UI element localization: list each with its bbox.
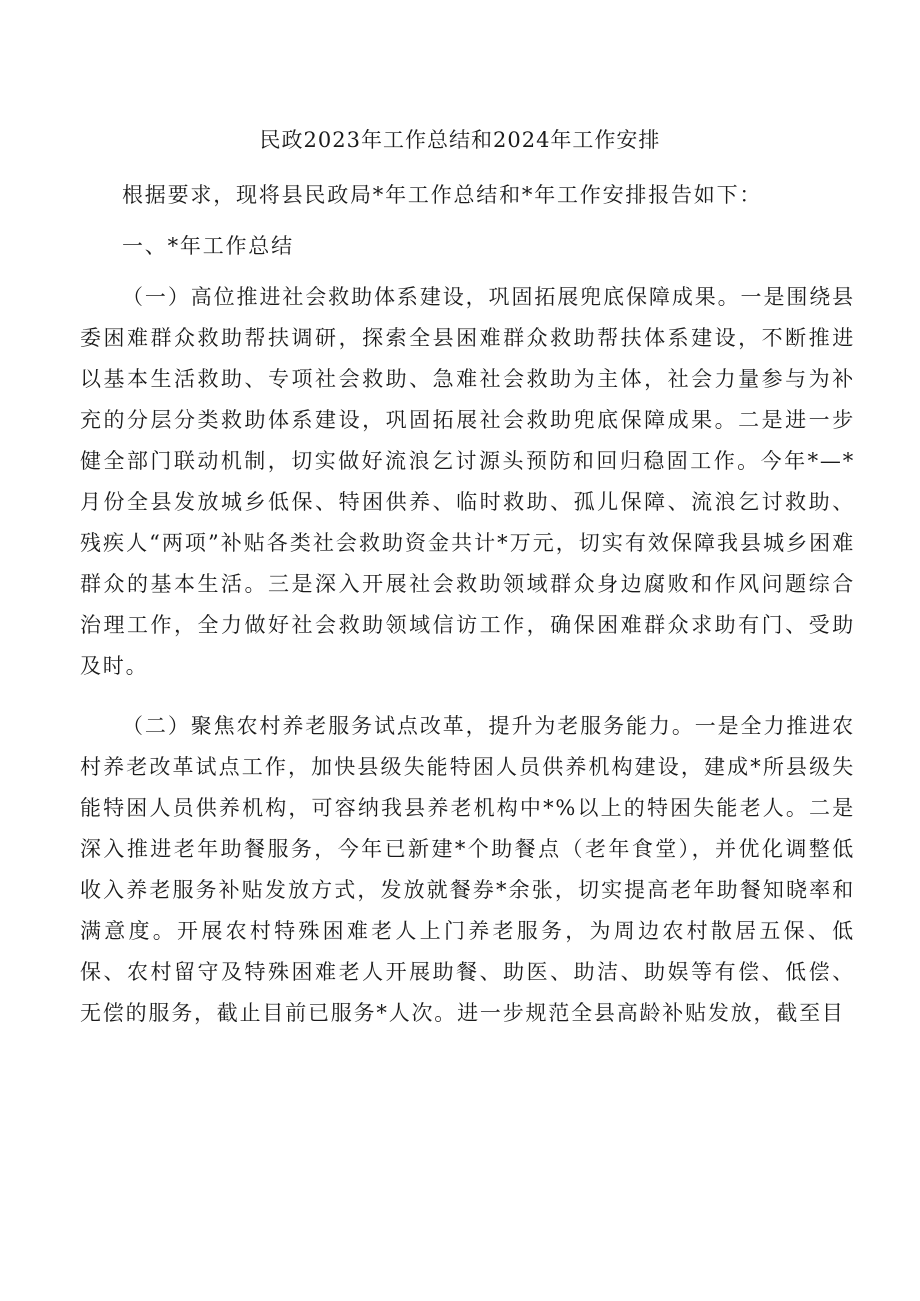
section-heading: 一、*年工作总结	[122, 234, 294, 258]
document-body	[80, 175, 855, 1034]
intro-paragraph: 根据要求，现将县民政局*年工作总结和*年工作安排报告如下：	[122, 183, 763, 207]
paragraph: （二）聚焦农村养老服务试点改革，提升为老服务能力。一是全力推进农村养老改革试点工作，加快县级失能特困人员供养机构建设，建成*所县级失能特困人员供养机构，可容纳我县养老机构中*%以上的特困失能老人。二是深入推进老年助餐服务，今年已新建*个助餐点（老年食堂），并优化调整低收入养老服务补贴发放方式，发放就餐券*余张，切实提高老年助餐知晓率和满意度。开展农村特殊困难老人上门养老服务，为周边农村散居五保、低保、农村留守及特殊困难老人开展助餐、助医、助洁、助娱等有偿、低偿、无偿的服务，截止目前已服务*人次。进一步规范全县高龄补贴发放，截至目	[80, 714, 855, 1025]
paragraph: （一）高位推进社会救助体系建设，巩固拓展兜底保障成果。一是围绕县委困难群众救助帮扶调研，探索全县困难群众救助帮扶体系建设，不断推进以基本生活救助、专项社会救助、急难社会救助为主体，社会力量参与为补充的分层分类救助体系建设，巩固拓展社会救助兜底保障成果。二是进一步健全部门联动机制，切实做好流浪乞讨源头预防和回归稳固工作。今年*—*月份全县发放城乡低保、特困供养、临时救助、孤儿保障、流浪乞讨救助、残疾人“两项”补贴各类社会救助资金共计*万元，切实有效保障我县城乡困难群众的基本生活。三是深入开展社会救助领域群众身边腐败和作风问题综合治理工作，全力做好社会救助领域信访工作，确保困难群众求助有门、受助及时。	[80, 285, 855, 678]
document-title: 民政2023年工作总结和2024年工作安排	[259, 128, 661, 152]
